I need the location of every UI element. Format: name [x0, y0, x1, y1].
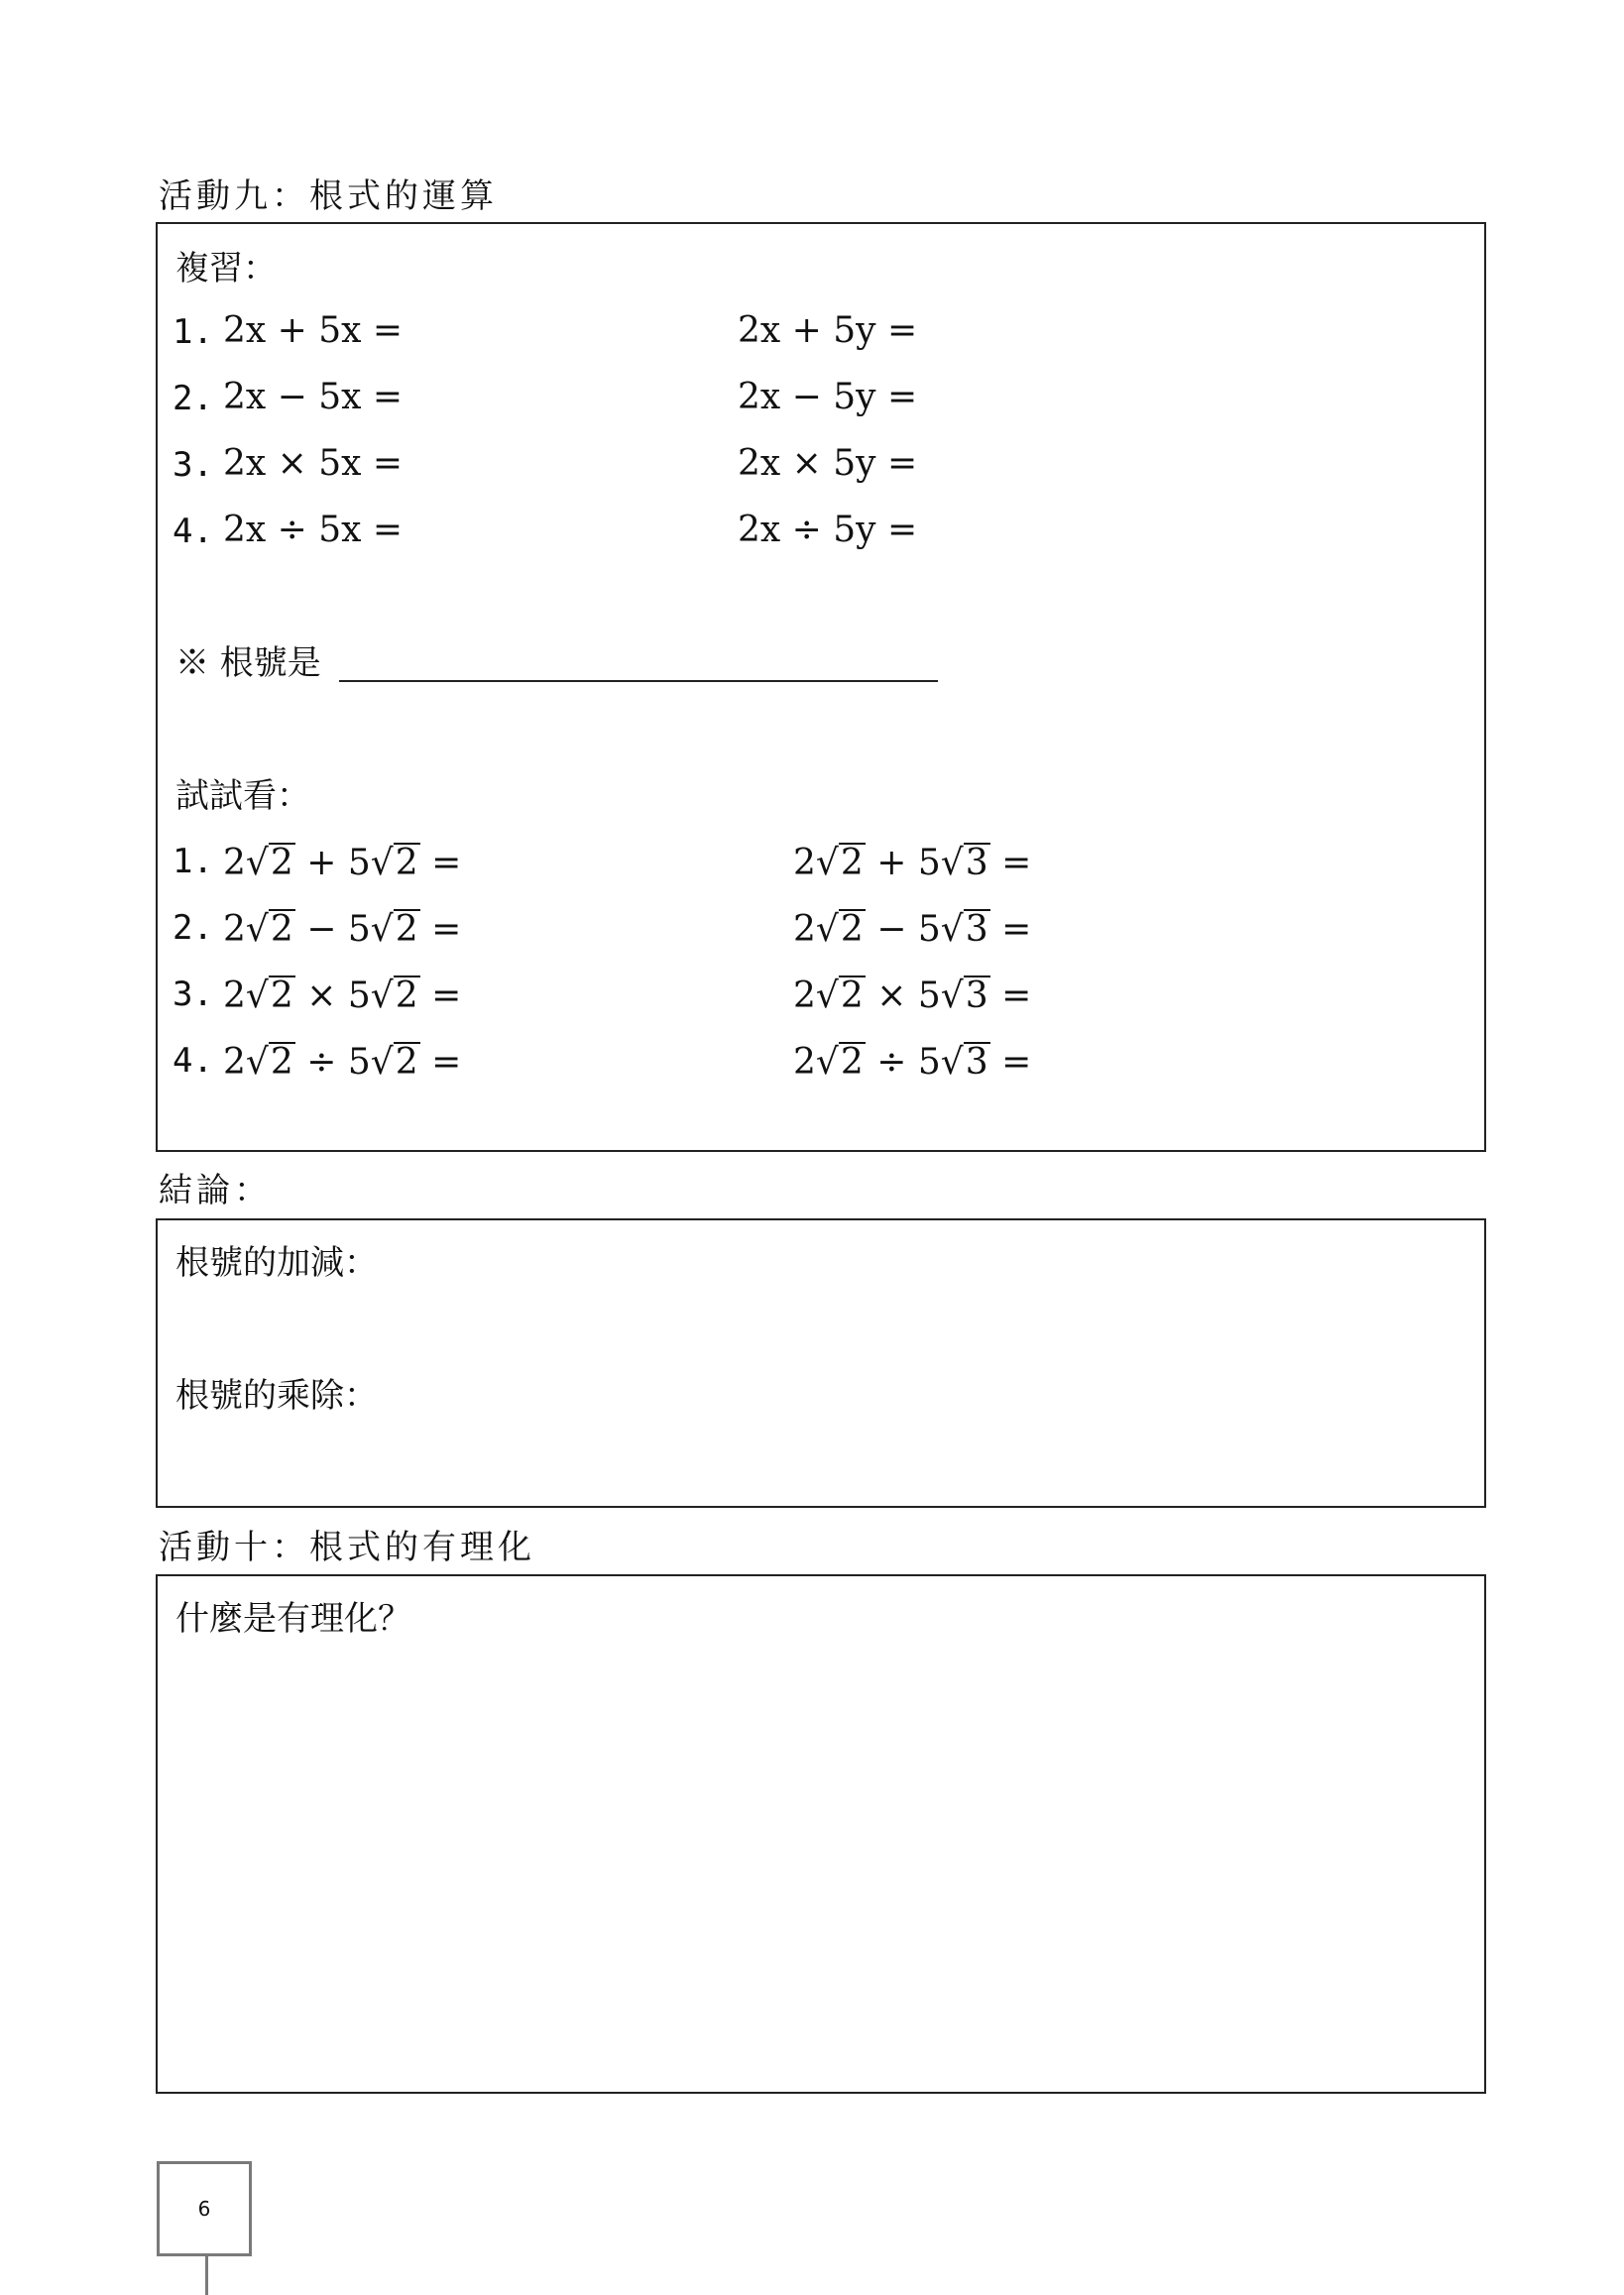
operator: × — [876, 975, 907, 1016]
radicand: 3 — [965, 843, 988, 883]
radicand: 2 — [840, 1042, 864, 1083]
operator: × — [306, 975, 337, 1016]
equals-sign: = — [1001, 843, 1032, 883]
coefficient: 2 — [223, 1042, 246, 1083]
radical: √2 — [370, 1042, 418, 1083]
radicand: 2 — [395, 909, 418, 950]
try-left-expr — [223, 843, 461, 882]
coefficient: 5 — [347, 909, 371, 950]
coefficient: 2 — [793, 909, 816, 950]
add-sub-label: 根號的加減： — [175, 1243, 378, 1283]
radical: √2 — [370, 909, 418, 950]
row-number: 1. — [173, 312, 213, 352]
radical: √3 — [940, 909, 988, 950]
radical: √2 — [815, 975, 864, 1016]
answer-blank-line[interactable] — [339, 680, 938, 682]
operator: + — [876, 843, 907, 883]
coefficient: 2 — [223, 909, 246, 950]
radical: √2 — [815, 843, 864, 883]
coefficient: 5 — [917, 1042, 941, 1083]
activity10-box — [156, 1574, 1486, 2094]
equals-sign: = — [431, 843, 462, 883]
operator: − — [306, 909, 337, 950]
row-number: 3. — [173, 445, 213, 485]
review-label: 複習： — [175, 249, 277, 288]
coefficient: 5 — [917, 909, 941, 950]
operator: + — [306, 843, 337, 883]
radicand: 3 — [965, 909, 988, 950]
coefficient: 2 — [223, 975, 246, 1016]
coefficient: 2 — [793, 975, 816, 1016]
review-left-expr: 2x − 5x = — [223, 377, 404, 417]
coefficient: 5 — [347, 1042, 371, 1083]
radical: √3 — [940, 843, 988, 883]
equals-sign: = — [1001, 975, 1032, 1016]
try-left-expr — [223, 975, 461, 1015]
radicand: 2 — [395, 975, 418, 1016]
activity9-title: 活動九：根式的運算 — [159, 176, 498, 216]
radical: √2 — [815, 909, 864, 950]
row-number: 4. — [173, 512, 213, 551]
operator: − — [876, 909, 907, 950]
page-number: 6 — [197, 2197, 211, 2221]
coefficient: 2 — [793, 843, 816, 883]
review-left-expr: 2x + 5x = — [223, 310, 404, 351]
radicand: 2 — [395, 843, 418, 883]
radicand: 2 — [270, 843, 293, 883]
row-number: 4. — [173, 1041, 213, 1081]
try-left-expr — [223, 909, 461, 949]
coefficient: 2 — [223, 843, 246, 883]
equals-sign: = — [1001, 909, 1032, 950]
coefficient: 2 — [793, 1042, 816, 1083]
equals-sign: = — [431, 975, 462, 1016]
radical: √3 — [940, 975, 988, 1016]
coefficient: 5 — [347, 843, 371, 883]
page-number-box — [157, 2161, 252, 2256]
operator: ÷ — [876, 1042, 907, 1083]
review-left-expr: 2x × 5x = — [223, 443, 404, 484]
equals-sign: = — [1001, 1042, 1032, 1083]
try-right-expr — [793, 909, 1031, 949]
radicand: 2 — [270, 975, 293, 1016]
radical: √2 — [245, 843, 293, 883]
radical: √2 — [815, 1042, 864, 1083]
try-right-expr — [793, 843, 1031, 882]
radicand: 2 — [270, 909, 293, 950]
row-number: 3. — [173, 975, 213, 1014]
try-right-expr — [793, 1042, 1031, 1082]
coefficient: 5 — [917, 975, 941, 1016]
try-label: 試試看： — [175, 776, 310, 816]
radical: √2 — [370, 975, 418, 1016]
review-right-expr: 2x − 5y = — [738, 377, 918, 417]
conclusion-box — [156, 1218, 1486, 1508]
row-number: 1. — [173, 842, 213, 881]
review-left-expr: 2x ÷ 5x = — [223, 510, 404, 550]
radicand: 3 — [965, 975, 988, 1016]
coefficient: 5 — [347, 975, 371, 1016]
rationalization-question: 什麼是有理化？ — [175, 1599, 411, 1639]
activity10-title: 活動十：根式的有理化 — [159, 1528, 535, 1567]
radicand: 3 — [965, 1042, 988, 1083]
operator: ÷ — [306, 1042, 337, 1083]
radicand: 2 — [395, 1042, 418, 1083]
radical-prompt: ※ 根號是 — [175, 643, 321, 683]
radical: √2 — [245, 975, 293, 1016]
radicand: 2 — [840, 975, 864, 1016]
equals-sign: = — [431, 1042, 462, 1083]
radicand: 2 — [840, 909, 864, 950]
radical: √2 — [245, 1042, 293, 1083]
try-left-expr — [223, 1042, 461, 1082]
row-number: 2. — [173, 379, 213, 418]
radicand: 2 — [270, 1042, 293, 1083]
review-right-expr: 2x × 5y = — [738, 443, 918, 484]
conclusion-title: 結論： — [159, 1171, 272, 1210]
page-marker-stem — [205, 2256, 208, 2295]
try-right-expr — [793, 975, 1031, 1015]
row-number: 2. — [173, 908, 213, 948]
mul-div-label: 根號的乘除： — [175, 1376, 378, 1416]
equals-sign: = — [431, 909, 462, 950]
coefficient: 5 — [917, 843, 941, 883]
activity9-box — [156, 222, 1486, 1152]
radical: √3 — [940, 1042, 988, 1083]
radicand: 2 — [840, 843, 864, 883]
review-right-expr: 2x ÷ 5y = — [738, 510, 918, 550]
radical: √2 — [370, 843, 418, 883]
review-right-expr: 2x + 5y = — [738, 310, 918, 351]
radical: √2 — [245, 909, 293, 950]
